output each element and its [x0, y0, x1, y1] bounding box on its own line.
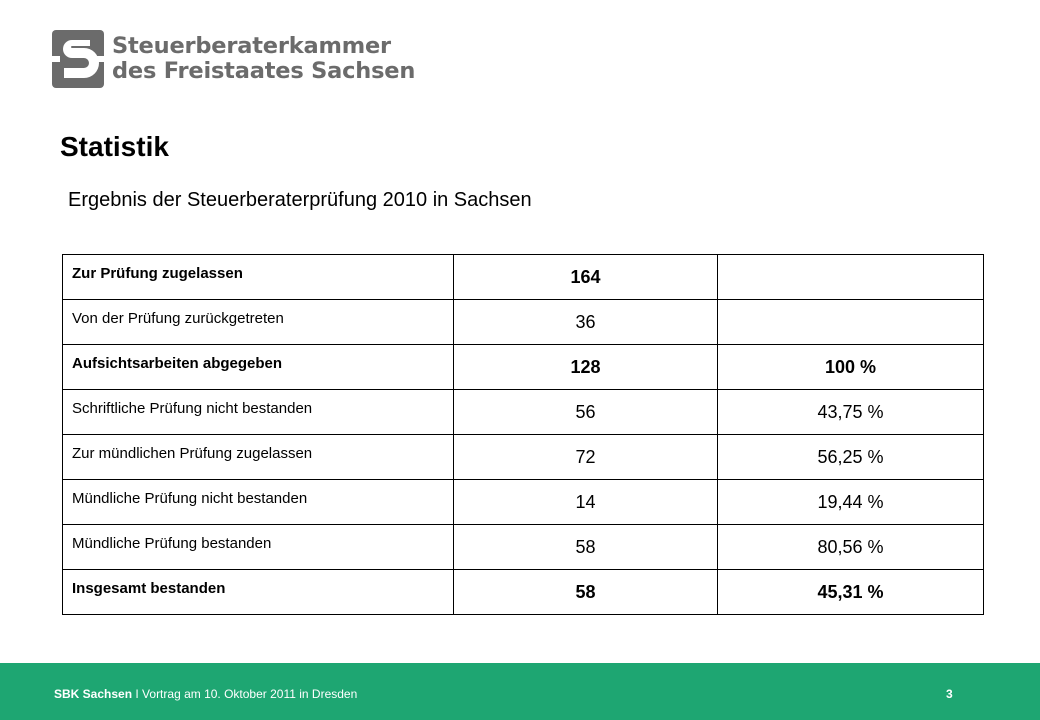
logo-line-1: Steuerberaterkammer — [112, 33, 391, 59]
row-percent — [718, 255, 984, 300]
row-label: Zur Prüfung zugelassen — [72, 264, 243, 282]
row-label: Mündliche Prüfung bestanden — [72, 534, 272, 552]
page-number: 3 — [946, 687, 953, 701]
row-percent — [718, 300, 984, 345]
row-percent: 43,75 % — [718, 390, 984, 435]
row-value: 58 — [454, 525, 718, 570]
footer-talk: Vortrag am 10. Oktober 2011 in Dresden — [142, 687, 358, 701]
row-label: Schriftliche Prüfung nicht bestanden — [72, 399, 313, 417]
footer-org: SBK Sachsen — [54, 687, 133, 701]
row-percent: 45,31 % — [718, 570, 984, 615]
row-percent: 100 % — [718, 345, 984, 390]
row-value: 72 — [454, 435, 718, 480]
row-label: Mündliche Prüfung nicht bestanden — [72, 489, 308, 507]
row-label-cell — [63, 300, 454, 345]
sbk-logo-icon — [52, 30, 104, 88]
row-label: Zur mündlichen Prüfung zugelassen — [72, 444, 313, 462]
page-subtitle: Ergebnis der Steuerberaterprüfung 2010 in Sachsen — [68, 189, 532, 211]
row-percent: 80,56 % — [718, 525, 984, 570]
logo-text — [112, 34, 415, 84]
table-row — [63, 525, 984, 570]
row-label: Aufsichtsarbeiten abgegeben — [72, 354, 283, 372]
row-value: 56 — [454, 390, 718, 435]
row-label-cell — [63, 480, 454, 525]
row-value: 164 — [454, 255, 718, 300]
row-label-cell — [63, 570, 454, 615]
row-percent: 19,44 % — [718, 480, 984, 525]
row-label: Von der Prüfung zurückgetreten — [72, 309, 284, 327]
row-value: 128 — [454, 345, 718, 390]
table-row — [63, 435, 984, 480]
footer-bar — [0, 663, 1040, 720]
row-value: 58 — [454, 570, 718, 615]
table-row — [63, 255, 984, 300]
footer-text — [54, 687, 357, 701]
row-label-cell — [63, 255, 454, 300]
row-label-cell — [63, 525, 454, 570]
table-row — [63, 390, 984, 435]
footer-separator: I — [132, 687, 143, 701]
page-title: Statistik — [60, 131, 169, 162]
logo-line-2: des Freistaates Sachsen — [112, 58, 416, 84]
row-label-cell — [63, 435, 454, 480]
row-percent: 56,25 % — [718, 435, 984, 480]
table-row — [63, 300, 984, 345]
row-value: 14 — [454, 480, 718, 525]
table-row — [63, 345, 984, 390]
table-row — [63, 570, 984, 615]
row-label-cell — [63, 390, 454, 435]
table-row — [63, 480, 984, 525]
row-value: 36 — [454, 300, 718, 345]
statistics-table — [62, 254, 984, 615]
row-label: Insgesamt bestanden — [72, 579, 226, 597]
row-label-cell — [63, 345, 454, 390]
logo — [52, 30, 415, 88]
